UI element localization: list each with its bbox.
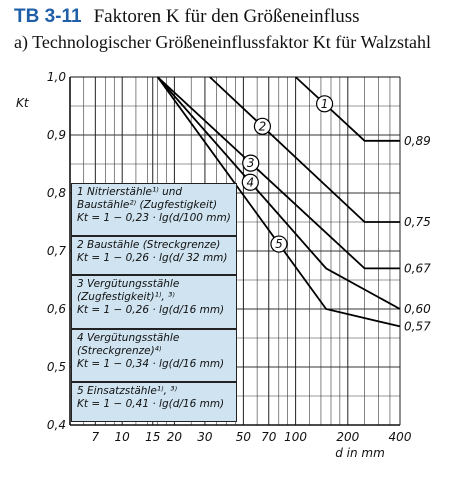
legend-line: 5 Einsatzstähle¹⁾, ³⁾ — [77, 385, 178, 397]
end-value-label: 0,89 — [404, 133, 431, 148]
legend-entry-2 — [71, 236, 237, 275]
curve-number-label: 3 — [246, 156, 255, 171]
curve-number-label: 5 — [275, 237, 283, 252]
x-tick-label: 200 — [336, 430, 360, 444]
x-tick-label: 7 — [91, 430, 100, 444]
y-tick-label: 0,5 — [46, 360, 66, 374]
legend-line: Kt = 1 − 0,26 · lg(d/16 mm) — [77, 304, 225, 316]
legend-line: 1 Nitrierstähle¹⁾ und — [77, 186, 183, 198]
legend-line: Kt = 1 − 0,34 · lg(d/16 mm) — [77, 358, 225, 370]
curve-number-label: 4 — [246, 175, 255, 190]
end-value-label: 0,57 — [404, 319, 431, 334]
legend-line: Kt = 1 − 0,26 · lg(d/ 32 mm) — [77, 252, 228, 264]
legend-line: 3 Vergütungsstähle — [77, 278, 180, 290]
legend-entry-3 — [71, 275, 237, 329]
x-tick-label: 400 — [388, 430, 412, 444]
curve-number-label: 2 — [258, 119, 267, 134]
y-tick-label: 0,4 — [46, 418, 66, 432]
x-tick-label: 20 — [166, 430, 183, 444]
end-value-label: 0,75 — [404, 215, 431, 229]
x-tick-label: 100 — [284, 430, 308, 444]
legend-entry-4 — [71, 329, 237, 382]
x-tick-label: 15 — [145, 430, 161, 444]
legend-entry-1 — [71, 183, 237, 236]
y-axis-label: Kt — [16, 96, 29, 110]
legend-line: (Zugfestigkeit)¹⁾, ³⁾ — [77, 291, 175, 303]
x-tick-label: 30 — [197, 430, 213, 444]
legend-line: (Streckgrenze)⁴⁾ — [77, 345, 162, 357]
legend-entry-5 — [71, 382, 237, 422]
chart-subtitle: a) Technologischer Größeneinflussfaktor Kt für Walzstahl — [14, 32, 431, 52]
y-tick-label: 0,6 — [46, 302, 66, 316]
title-text: Faktoren K für den Größeneinfluss — [93, 6, 360, 27]
x-tick-label: 70 — [261, 430, 277, 444]
y-tick-label: 0,7 — [46, 244, 66, 258]
y-tick-label: 0,8 — [46, 186, 66, 200]
series-line-2 — [210, 77, 400, 222]
legend-line: Baustähle²⁾ (Zugfestigkeit) — [77, 199, 218, 211]
table-code: TB 3-11 — [14, 6, 82, 27]
legend-line: 4 Vergütungsstähle — [77, 332, 180, 344]
x-axis-label: d in mm — [335, 446, 385, 460]
legend-line: Kt = 1 − 0,23 · lg(d/100 mm) — [77, 212, 231, 224]
y-tick-label: 1,0 — [46, 70, 66, 84]
curve-number-label: 1 — [320, 96, 329, 111]
end-value-label: 0,60 — [404, 302, 431, 316]
x-tick-label: 10 — [114, 430, 130, 444]
legend-line: Kt = 1 − 0,41 · lg(d/16 mm) — [77, 398, 225, 410]
x-tick-label: 50 — [235, 430, 252, 444]
legend-line: 2 Baustähle (Streckgrenze) — [77, 239, 221, 251]
y-tick-label: 0,9 — [46, 128, 66, 142]
end-value-label: 0,67 — [404, 261, 431, 276]
